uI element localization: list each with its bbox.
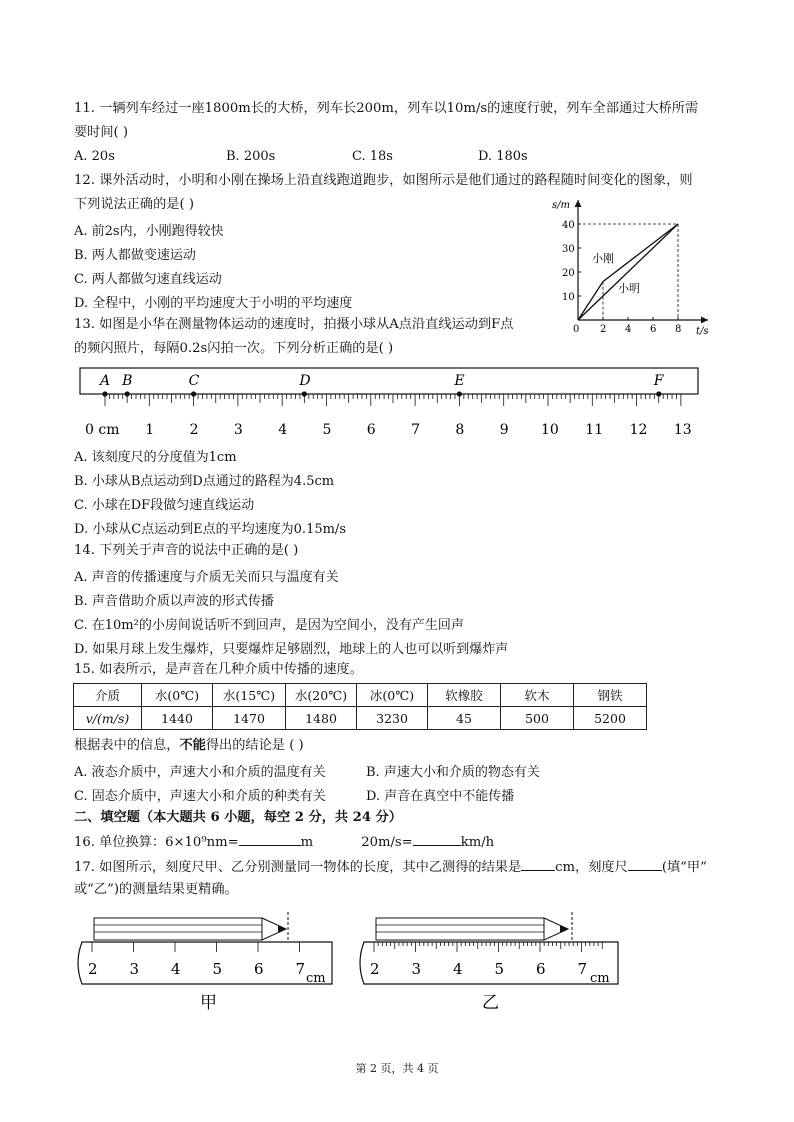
q14-option-c: C. 在10m²的小房间说话听不到回声，是因为空间小，没有产生回声 (74, 618, 464, 633)
y-tick-label: 30 (562, 244, 575, 255)
q14-option-a: A. 声音的传播速度与介质无关而只与温度有关 (74, 570, 339, 585)
q17-text-c: (填“甲” (661, 860, 707, 875)
ruler-number: 6 (254, 960, 264, 978)
q15-question-post: 得出的结论是 ( ) (205, 738, 304, 753)
ruler-number: 11 (585, 422, 604, 438)
q17-line2: 或“乙”)的测量结果更精确。 (74, 882, 238, 897)
x-tick-label: 4 (625, 324, 632, 335)
table-cell: 水(20℃) (286, 684, 357, 707)
y-tick-label: 10 (562, 292, 575, 303)
q17-blank-2[interactable] (628, 857, 662, 871)
q17-text-b: cm，刻度尺 (555, 860, 628, 875)
ruler-yi-label: 乙 (482, 993, 499, 1013)
table-cell: 5200 (574, 707, 647, 730)
ruler-number: 2 (88, 960, 98, 978)
ruler-jia-label: 甲 (200, 993, 217, 1013)
ruler-number: 4 (278, 422, 288, 438)
ball-point-label: D (299, 373, 311, 389)
ruler-number: 10 (541, 422, 559, 438)
pencil (94, 918, 286, 940)
q13-stem-line2: 的频闪照片，每隔0.2s闪拍一次。下列分析正确的是( ) (74, 341, 394, 356)
ruler-yi-unit: cm (590, 971, 610, 986)
ruler-number: 5 (494, 960, 505, 978)
ruler-number: 4 (171, 960, 181, 978)
q17-blank-1[interactable] (521, 857, 555, 871)
table-cell: v/(m/s) (74, 707, 142, 730)
ruler-number: 3 (411, 960, 422, 978)
table-cell: 钢铁 (574, 684, 647, 707)
q11-stem-line2: 要时间( ) (74, 125, 129, 140)
q14-option-d: D. 如果月球上发生爆炸，只要爆炸足够剧烈，地球上的人也可以听到爆炸声 (74, 642, 509, 657)
ruler-number: 8 (455, 422, 465, 438)
ruler-number: 12 (629, 422, 648, 438)
q12-option-a: A. 前2s内，小刚跑得较快 (74, 224, 224, 239)
q13-option-c: C. 小球在DF段做匀速直线运动 (74, 498, 255, 513)
table-cell: 1440 (142, 707, 213, 730)
ruler-yi (356, 912, 636, 1022)
ball-point (125, 391, 130, 396)
q13-stem-line1: 13. 如图是小华在测量物体运动的速度时，拍摄小球从A点沿直线运动到F点 (74, 317, 514, 332)
ball-point (191, 391, 196, 396)
x-tick-label: 6 (650, 324, 657, 335)
q12-option-c: C. 两人都做匀速直线运动 (74, 272, 222, 287)
ruler-number: 13 (673, 422, 692, 438)
q12-option-d: D. 全程中，小刚的平均速度大于小明的平均速度 (74, 296, 353, 311)
q17-line1 (74, 857, 707, 877)
table-cell: 软木 (501, 684, 574, 707)
series-label-xiaogang: 小刚 (592, 252, 614, 265)
q16-unit-2: km/h (460, 835, 495, 850)
table-row (74, 707, 647, 730)
ball-point (102, 391, 107, 396)
ruler-number: 3 (129, 960, 140, 978)
q11-option-a: A. 20s (74, 149, 115, 164)
table-cell: 500 (501, 707, 574, 730)
origin-label: 0 (573, 324, 580, 335)
ruler-number: 5 (212, 960, 223, 978)
ruler-number: 6 (536, 960, 546, 978)
q15-question-pre: 根据表中的信息， (74, 738, 180, 753)
ruler-number: 2 (189, 422, 199, 438)
section-title: 二、填空题（本大题共 6 小题，每空 2 分，共 24 分） (74, 810, 402, 825)
q16-blank-2[interactable] (413, 832, 461, 846)
table-cell: 3230 (357, 707, 428, 730)
ruler-number: 7 (411, 422, 421, 438)
y-tick-label: 40 (562, 220, 575, 231)
q16-blank-1[interactable] (239, 832, 301, 846)
ruler-jia (74, 912, 344, 1022)
ball-point (656, 391, 661, 396)
table-cell: 1480 (286, 707, 357, 730)
series-line-xiaoming (578, 224, 678, 320)
q11-stem-line1: 11. 一辆列车经过一座1800m长的大桥，列车长200m，列车以10m/s的速度行驶，列车全部通过大桥所需 (74, 101, 699, 116)
table-cell: 水(0℃) (142, 684, 213, 707)
q11-option-d: D. 180s (478, 149, 528, 164)
q15-option-a: A. 液态介质中，声速大小和介质的温度有关 (74, 765, 326, 780)
q17-text-a: 17. 如图所示，刻度尺甲、乙分别测量同一物体的长度，其中乙测得的结果是 (74, 860, 522, 875)
table-cell: 介质 (74, 684, 142, 707)
pencil (376, 918, 568, 940)
q11-option-b: B. 200s (226, 149, 276, 164)
ruler-number: 5 (322, 422, 332, 438)
ruler-number: 0 cm (85, 422, 120, 438)
q14-stem: 14. 下列关于声音的说法中正确的是( ) (74, 543, 299, 558)
ruler-jia-unit: cm (306, 971, 326, 986)
q15-option-b: B. 声速大小和介质的物态有关 (366, 765, 540, 780)
page-footer: 第 2 页，共 4 页 (355, 1062, 439, 1075)
q13-option-b: B. 小球从B点运动到D点通过的路程为4.5cm (74, 474, 335, 489)
table-cell: 1470 (213, 707, 286, 730)
ball-point-label: E (454, 373, 465, 389)
table-cell: 45 (428, 707, 501, 730)
ruler-number: 7 (295, 960, 306, 978)
x-tick-label: 8 (675, 324, 682, 335)
ball-point-label: A (100, 373, 111, 389)
q15-option-c: C. 固态介质中，声速大小和介质的种类有关 (74, 789, 326, 804)
q12-stem-line2: 下列说法正确的是( ) (74, 197, 194, 212)
q15-stem: 15. 如表所示，是声音在几种介质中传播的速度。 (74, 662, 363, 677)
q13-option-a: A. 该刻度尺的分度值为1cm (74, 450, 237, 465)
ruler-number: 2 (370, 960, 380, 978)
ball-point-label: C (188, 373, 200, 389)
q16-mid: 20m/s= (361, 835, 413, 850)
ruler-number: 9 (499, 422, 509, 438)
q16-unit-1: m (300, 835, 314, 850)
y-axis-label: s/m (552, 200, 570, 211)
q16-line (74, 832, 494, 852)
table-header-row (74, 684, 647, 707)
ruler-body (80, 368, 698, 394)
q16-prefix: 16. 单位换算：6×10⁹nm= (74, 835, 239, 850)
q15-question (74, 737, 304, 755)
series-label-xiaoming: 小明 (618, 282, 640, 295)
ball-point-label: B (122, 373, 133, 389)
q12-stem-line1: 12. 课外活动时，小明和小刚在操场上沿直线跑道跑步，如图所示是他们通过的路程随时间变化的图象，则 (74, 173, 693, 188)
ruler-number: 7 (577, 960, 588, 978)
ruler-number: 1 (145, 422, 155, 438)
table-cell: 冰(0℃) (357, 684, 428, 707)
flash-photo-ruler (74, 364, 714, 444)
q15-question-bold: 不能 (179, 738, 206, 753)
ball-point (302, 391, 307, 396)
ruler-number: 4 (453, 960, 463, 978)
q13-option-d: D. 小球从C点运动到E点的平均速度为0.15m/s (74, 522, 346, 537)
ruler-number: 6 (366, 422, 376, 438)
x-tick-label: 2 (600, 324, 607, 335)
ball-point-label: F (653, 373, 664, 389)
ball-point (457, 391, 462, 396)
table-cell: 软橡胶 (428, 684, 501, 707)
table-cell: 水(15℃) (213, 684, 286, 707)
st-graph (540, 196, 720, 336)
q11-option-c: C. 18s (352, 149, 393, 164)
ruler-number: 3 (233, 422, 243, 438)
x-axis-label: t/s (696, 326, 709, 336)
speed-table (73, 683, 647, 730)
q15-option-d: D. 声音在真空中不能传播 (366, 789, 515, 804)
y-tick-label: 20 (562, 268, 575, 279)
q14-option-b: B. 声音借助介质以声波的形式传播 (74, 594, 274, 609)
q12-option-b: B. 两人都做变速运动 (74, 248, 196, 263)
